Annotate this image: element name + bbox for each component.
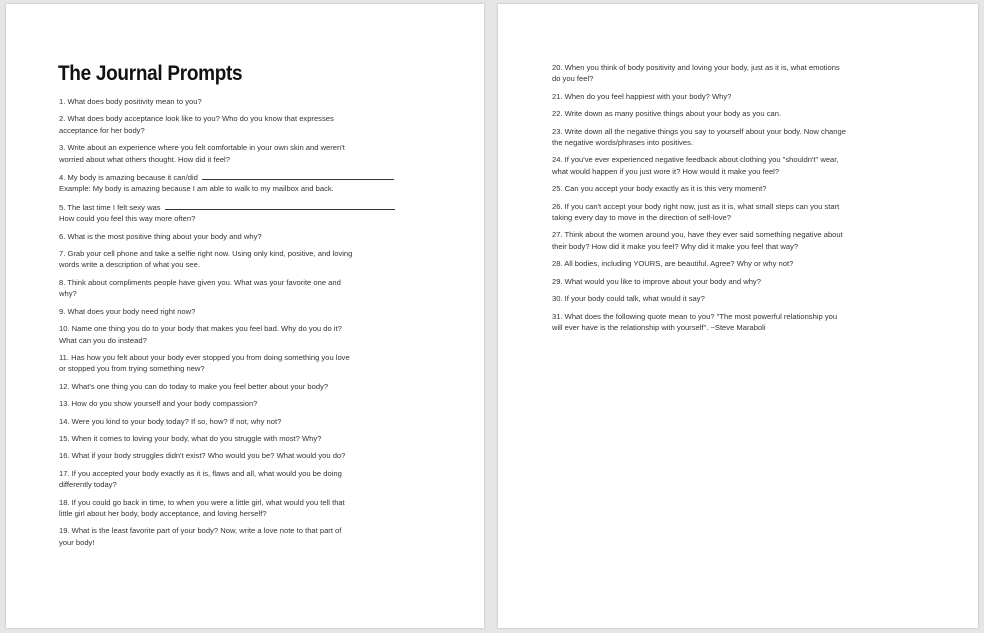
journal-prompt	[59, 306, 431, 317]
prompt-line: 16. What if your body struggles didn't exist? Who would you be? What would you do?	[59, 451, 346, 461]
prompt-line: worried about what others thought. How did it feel?	[59, 154, 230, 164]
prompt-line: will ever have is the relationship with yourself". ~Steve Maraboli	[552, 322, 766, 332]
fill-in-blank-line	[165, 201, 395, 210]
journal-prompt	[59, 113, 431, 136]
journal-prompt	[552, 183, 924, 194]
journal-prompt	[59, 142, 431, 165]
prompt-line: 28. All bodies, including YOURS, are beautiful. Agree? Why or why not?	[552, 259, 794, 269]
journal-prompt	[59, 398, 431, 409]
document-page-right	[498, 4, 978, 628]
prompt-line: little girl about her body, body acceptance, and loving herself?	[59, 508, 267, 518]
prompt-line: the negative words/phrases into positives.	[552, 138, 693, 148]
prompt-line: 10. Name one thing you do to your body that makes you feel bad. Why do you do it?	[59, 324, 342, 334]
prompt-line: 9. What does your body need right now?	[59, 306, 196, 316]
fill-in-blank-line	[202, 171, 394, 180]
journal-prompt	[552, 201, 924, 224]
prompt-line: 29. What would you like to improve about your body and why?	[552, 276, 761, 286]
prompt-line: 21. When do you feel happiest with your body? Why?	[552, 91, 732, 101]
journal-prompt	[59, 171, 431, 195]
prompt-line: 26. If you can't accept your body right now, just as it is, what small steps can you start	[552, 201, 840, 211]
prompt-line: How could you feel this way more often?	[59, 214, 196, 224]
prompt-line: Example: My body is amazing because I am able to walk to my mailbox and back.	[59, 184, 334, 194]
prompt-line: 30. If your body could talk, what would it say?	[552, 294, 705, 304]
journal-prompt	[552, 126, 924, 149]
journal-prompt	[59, 277, 431, 300]
journal-prompt	[59, 468, 431, 491]
journal-prompt	[552, 311, 924, 334]
prompt-line: 20. When you think of body positivity and loving your body, just as it is, what emotions	[552, 63, 840, 72]
prompt-line: 25. Can you accept your body exactly as it is this very moment?	[552, 184, 767, 194]
journal-prompt	[59, 416, 431, 427]
prompt-line: 27. Think about the women around you, have they ever said something negative about	[552, 230, 843, 240]
journal-prompt	[552, 154, 924, 177]
prompt-line: 15. When it comes to loving your body, what do you struggle with most? Why?	[59, 433, 322, 443]
prompt-line: taking every day to move in the direction of self-love?	[552, 213, 731, 223]
prompt-line: 17. If you accepted your body exactly as it is, flaws and all, what would you be doing	[59, 468, 342, 478]
journal-prompt	[59, 96, 431, 107]
journal-prompt	[59, 433, 431, 444]
prompt-line: 8. Think about compliments people have given you. What was your favorite one and	[59, 277, 341, 287]
prompt-line: 2. What does body acceptance look like to you? Who do you know that expresses	[59, 114, 334, 124]
journal-prompt	[59, 450, 431, 461]
journal-prompt	[59, 201, 431, 225]
journal-prompt	[59, 497, 431, 520]
prompt-line: 6. What is the most positive thing about your body and why?	[59, 231, 262, 241]
prompt-line: 18. If you could go back in time, to when you were a little girl, what would you tell that	[59, 497, 345, 507]
prompt-line: 22. Write down as many positive things about your body as you can.	[552, 109, 782, 119]
prompt-line: what would happen if you just wore it? How would it make you feel?	[552, 166, 780, 176]
journal-prompt	[59, 231, 431, 242]
document-title: The Journal Prompts	[58, 62, 243, 86]
journal-prompt	[552, 229, 924, 252]
prompt-line: 11. Has how you felt about your body ever stopped you from doing something you love	[59, 352, 350, 362]
prompt-line: 14. Were you kind to your body today? If so, how? If not, why not?	[59, 416, 282, 426]
prompt-line: 13. How do you show yourself and your body compassion?	[59, 399, 258, 409]
journal-prompt	[552, 293, 924, 304]
journal-prompt	[552, 108, 924, 119]
prompt-line: What can you do instead?	[59, 335, 147, 345]
prompt-line: why?	[59, 289, 77, 299]
prompt-list-left	[59, 96, 431, 554]
prompt-line: do you feel?	[552, 74, 594, 84]
prompt-line: 31. What does the following quote mean to you? "The most powerful relationship you	[552, 311, 838, 321]
journal-prompt	[552, 91, 924, 102]
journal-prompt	[59, 248, 431, 271]
journal-prompt	[59, 352, 431, 375]
journal-prompt	[552, 258, 924, 269]
journal-prompt	[59, 525, 431, 548]
prompt-line: 23. Write down all the negative things you say to yourself about your body. Now change	[552, 126, 846, 136]
journal-prompt	[552, 62, 924, 85]
document-page-left	[6, 4, 484, 628]
prompt-line: words write a description of what you see.	[59, 260, 200, 270]
prompt-line: 19. What is the least favorite part of your body? Now, write a love note to that part of	[59, 526, 342, 536]
prompt-line: 5. The last time I felt sexy was	[59, 201, 431, 213]
journal-prompt	[552, 276, 924, 287]
prompt-line: or stopped you from trying something new?	[59, 364, 205, 374]
prompt-line: their body? How did it make you feel? Why did it make you feel that way?	[552, 241, 799, 251]
journal-prompt	[59, 381, 431, 392]
prompt-line: 24. If you've ever experienced negative feedback about clothing you "shouldn't" wear,	[552, 155, 839, 165]
prompt-line: 4. My body is amazing because it can/did	[59, 171, 431, 183]
prompt-line: 7. Grab your cell phone and take a selfie right now. Using only kind, positive, and loving	[59, 249, 353, 259]
prompt-line: 3. Write about an experience where you felt comfortable in your own skin and weren't	[59, 143, 345, 153]
prompt-line: differently today?	[59, 480, 117, 490]
prompt-line: your body!	[59, 537, 95, 547]
journal-prompt	[59, 323, 431, 346]
prompt-line: 12. What's one thing you can do today to make you feel better about your body?	[59, 381, 329, 391]
prompt-list-right	[552, 62, 924, 339]
prompt-line: acceptance for her body?	[59, 125, 145, 135]
prompt-line: 1. What does body positivity mean to you?	[59, 97, 202, 106]
